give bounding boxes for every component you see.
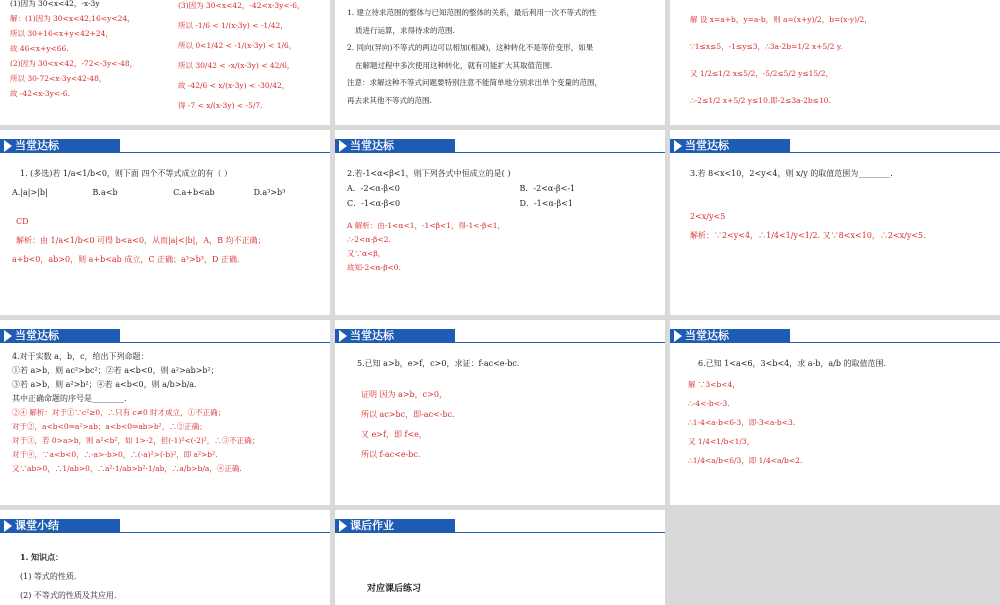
section-banner: 当堂达标 bbox=[670, 136, 1000, 154]
section-banner: 当堂达标 bbox=[335, 326, 665, 344]
question-text: 1. (多选)若 1/a<1/b<0，则下面 四个不等式成立的有（ ） bbox=[20, 169, 233, 178]
slide-method-summary bbox=[335, 0, 665, 125]
section-banner: 课后作业 bbox=[335, 516, 665, 534]
solution-line: 所以 30-72<x-3y<42-48， bbox=[10, 74, 107, 83]
analysis-line: a+b<0，ab>0，则 a+b<ab 成立，C 正确；a³>b³，D 正确. bbox=[12, 255, 240, 264]
summary-item: (2) 不等式的性质及其应用. bbox=[20, 591, 117, 600]
option-c: C．-1<α-β<0 bbox=[347, 199, 401, 208]
solution-line: 所以 30/42 < -x/(x-3y) < 42/6， bbox=[178, 61, 295, 70]
section-banner: 当堂达标 bbox=[335, 136, 665, 154]
solution-line: 所以 30+16<x+y<42+24， bbox=[10, 29, 113, 38]
summary-heading: 1. 知识点： bbox=[20, 552, 64, 562]
method-line: 1. 建立待求范围的整体与已知范围的整体的关系，最后利用一次不等式的性 bbox=[347, 8, 597, 17]
question-text: 3.若 8<x<10，2<y<4，则 x/y 的取值范围为________. bbox=[690, 169, 893, 178]
answer-text: 2<x/y<5 bbox=[690, 212, 726, 221]
analysis-line: 解析：由 1/a<1/b<0 可得 b<a<0，从而|a|<|b|，A，B 均不正确； bbox=[16, 236, 266, 245]
solution-line: (2)因为 30<x<42，-72<-3y<-48， bbox=[10, 59, 138, 68]
method-line: 再去求其他不等式的范围. bbox=[347, 95, 432, 105]
proof-line: 所以 ac>bc，即-ac<-bc. bbox=[361, 410, 455, 419]
answer-text: CD bbox=[16, 217, 29, 226]
homework-text: 对应课后练习 bbox=[367, 584, 422, 594]
arrow-icon bbox=[674, 140, 682, 152]
method-line: 在解题过程中多次使用这种转化，就有可能扩大其取值范围. bbox=[355, 60, 553, 70]
proof-line: 证明 因为 a>b，c>0， bbox=[361, 390, 447, 399]
solution-line: 解 ∵3<b<4， bbox=[688, 380, 740, 389]
method-line: 2. 同向(异向)不等式的两边可以相加(相减)，这种转化不是等价变形，如果 bbox=[347, 43, 594, 52]
question-line: 4.对于实数 a，b，c，给出下列命题： bbox=[12, 352, 149, 361]
analysis-line: 又∵α<β， bbox=[347, 249, 386, 258]
solution-line: (1)因为 30<x<42，-x-3y bbox=[10, 0, 100, 8]
analysis-line: 对于③，若 0>a>b，则 a²<b²，如 1>-2，但(-1)²<(-2)²，∴③不正确； bbox=[12, 436, 260, 445]
option-a: A.|a|>|b| bbox=[12, 188, 48, 197]
option-c: C.a+b<ab bbox=[173, 188, 215, 197]
solution-line: 解 设 x=a+b，y=a-b，则 a=(x+y)/2，b=(x-y)/2， bbox=[690, 15, 872, 24]
option-b: B．-2<α-β<-1 bbox=[519, 184, 576, 193]
slide-solution-ab bbox=[670, 0, 1000, 125]
solution-line: 所以 0<1/42 < -1/(x-3y) < 1/6， bbox=[178, 41, 297, 50]
slide-exercise-5 bbox=[335, 320, 665, 505]
section-banner: 课堂小结 bbox=[0, 516, 330, 534]
question-text: 6.已知 1<a<6，3<b<4，求 a-b，a/b 的取值范围. bbox=[698, 359, 887, 368]
solution-line: 故 46<x+y<66. bbox=[10, 44, 69, 53]
arrow-icon bbox=[4, 140, 12, 152]
section-banner: 当堂达标 bbox=[0, 326, 330, 344]
arrow-icon bbox=[339, 520, 347, 532]
solution-line: 又 1/2≤1/2 x≤5/2，-5/2≤5/2 y≤15/2， bbox=[690, 69, 833, 78]
analysis-line: ∴-2<α-β<2. bbox=[347, 235, 391, 244]
question-line: 其中正确命题的序号是________. bbox=[12, 394, 127, 403]
option-a: A．-2<α-β<0 bbox=[347, 184, 400, 193]
analysis-line: 对于④，∵a<b<0，∴-a>-b>0，∴(-a)²>(-b)²，即 a²>b². bbox=[12, 450, 218, 459]
question-text: 2.若-1<α<β<1，则下列各式中恒成立的是( ) bbox=[347, 169, 511, 178]
section-banner: 当堂达标 bbox=[670, 326, 1000, 344]
arrow-icon bbox=[339, 330, 347, 342]
solution-line: 故 -42/6 < x/(x-3y) < -30/42， bbox=[178, 81, 290, 90]
arrow-icon bbox=[674, 330, 682, 342]
method-line: 注意：求解这种不等式问题要特别注意不能简单地分别求出单个变量的范围， bbox=[347, 78, 602, 87]
analysis-line: 对于②，a<b<0⇒a²>ab；a<b<0⇒ab>b²，∴②正确； bbox=[12, 422, 207, 431]
solution-line: ∴-4<-b<-3. bbox=[688, 399, 730, 408]
slide-example-solution bbox=[0, 0, 330, 125]
analysis-line: 解析：∵2<y<4，∴1/4<1/y<1/2. 又∵8<x<10，∴2<x/y<5. bbox=[690, 231, 926, 240]
arrow-icon bbox=[339, 140, 347, 152]
question-text: 5.已知 a>b，e>f，c>0，求证：f-ac<e-bc. bbox=[357, 359, 520, 368]
solution-line: 得 -7 < x/(x-3y) < -5/7. bbox=[178, 101, 263, 110]
solution-line: ∴1/4<a/b<6/3，即 1/4<a/b<2. bbox=[688, 456, 803, 465]
option-d: D．-1<α-β<1 bbox=[519, 199, 573, 208]
solution-line: ∵1≤x≤5，-1≤y≤3，∴3a-2b=1/2 x+5/2 y. bbox=[690, 42, 843, 51]
question-line: ①若 a>b，则 ac²>bc²；②若 a<b<0，则 a²>ab>b²； bbox=[12, 366, 219, 375]
proof-line: 又 e>f，即 f<e， bbox=[361, 430, 427, 439]
solution-line: 又 1/4<1/b<1/3， bbox=[688, 437, 755, 446]
slide-homework bbox=[335, 510, 665, 605]
option-b: B.a<b bbox=[92, 188, 118, 197]
solution-line: 所以 -1/6 < 1/(x-3y) < -1/42， bbox=[178, 21, 288, 30]
analysis-line: ②④ 解析：对于①∵c²≥0，∴只有 c≠0 时才成立，①不正确； bbox=[12, 408, 226, 417]
solution-line: (3)因为 30<x<42，-42<x-3y<-6， bbox=[178, 1, 305, 10]
slide-exercise-4 bbox=[0, 320, 330, 505]
slide-exercise-6 bbox=[670, 320, 1000, 505]
arrow-icon bbox=[4, 330, 12, 342]
solution-line: ∴-2≤1/2 x+5/2 y≤10.即-2≤3a-2b≤10. bbox=[690, 96, 831, 105]
slide-exercise-2 bbox=[335, 130, 665, 315]
slide-exercise-3 bbox=[670, 130, 1000, 315]
solution-line: 解：(1)因为 30<x<42,16<y<24， bbox=[10, 14, 135, 23]
analysis-line: 又∵ab>0，∴1/ab>0，∴a²·1/ab>b²·1/ab，∴a/b>b/a，④正确. bbox=[12, 464, 242, 473]
slide-class-summary bbox=[0, 510, 330, 605]
summary-item: (1) 等式的性质. bbox=[20, 572, 77, 581]
option-d: D.a³>b³ bbox=[253, 188, 286, 197]
section-banner: 当堂达标 bbox=[0, 136, 330, 154]
question-line: ③若 a>b，则 a²>b²；④若 a<b<0，则 a/b>b/a. bbox=[12, 380, 197, 389]
arrow-icon bbox=[4, 520, 12, 532]
proof-line: 所以 f-ac<e-bc. bbox=[361, 450, 421, 459]
analysis-line: 故知-2<α-β<0. bbox=[347, 263, 401, 272]
method-line: 质进行运算，求得待求的范围. bbox=[355, 25, 455, 35]
analysis-line: A 解析：由-1<α<1，-1<β<1，得-1<-β<1， bbox=[347, 221, 506, 230]
solution-line: 故 -42<x-3y<-6. bbox=[10, 89, 70, 98]
slide-exercise-1 bbox=[0, 130, 330, 315]
solution-line: ∴1-4<a-b<6-3，即-3<a-b<3. bbox=[688, 418, 796, 427]
